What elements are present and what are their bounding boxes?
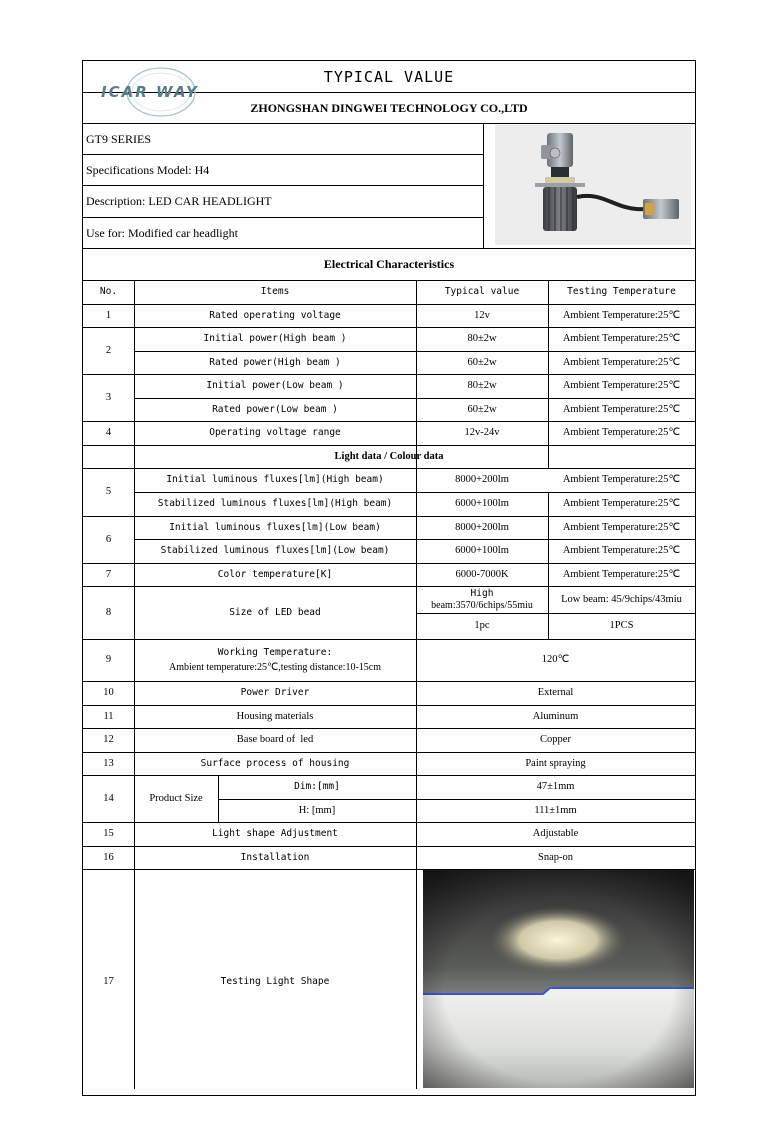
row-item: Initial power(Low beam ) [206, 380, 344, 391]
row-item: Surface process of housing [200, 757, 350, 769]
row-no: 13 [103, 757, 114, 769]
page-title: TYPICAL VALUE [323, 67, 455, 86]
row-value: Copper [540, 734, 571, 745]
row-temp: Ambient Temperature:25℃ [562, 498, 681, 509]
product-photo [495, 125, 691, 245]
row-value: Adjustable [532, 828, 579, 839]
row-no: 5 [105, 486, 112, 497]
row-temp: Ambient Temperature:25℃ [562, 380, 681, 391]
series-label: GT9 SERIES [86, 131, 152, 146]
row-item: Stabilized luminous fluxes[lm](High beam) [157, 498, 393, 509]
row-no: 14 [103, 792, 114, 804]
row-no: 4 [105, 427, 112, 438]
working-temp-condition: Ambient temperature:25℃,testing distance:10-15cm [168, 662, 381, 673]
row-value: Paint spraying [525, 757, 586, 769]
row-temp: Ambient Temperature:25℃ [562, 474, 681, 485]
row-temp: Ambient Temperature:25℃ [562, 545, 681, 556]
col-no: No. [99, 286, 118, 297]
company-name: ZHONGSHAN DINGWEI TECHNOLOGY CO.,LTD [250, 100, 528, 115]
row-value: 6000-7000K [455, 568, 509, 580]
row-value: 8000+200lm [455, 474, 509, 485]
dim-value: 47±1mm [536, 781, 575, 792]
bead-qty-2: 1PCS [609, 620, 634, 631]
row-value: Aluminum [532, 710, 579, 722]
row-value: 12v [474, 309, 490, 321]
row-value: 120℃ [541, 654, 570, 665]
high-beam-value: beam:3570/6chips/55miu [431, 599, 533, 611]
row-item: Light shape Adjustment [212, 828, 338, 839]
working-temp-label: Working Temperature: [217, 647, 333, 658]
row-no: 7 [105, 568, 112, 580]
row-value: 60±2w [467, 356, 497, 368]
row-value: 8000+200lm [455, 521, 509, 533]
row-item: Operating voltage range [209, 427, 341, 438]
row-item: Rated power(Low beam ) [212, 403, 338, 415]
height-label: H: [mm] [298, 804, 336, 816]
logo-text: ICAR WAY [101, 83, 199, 101]
row-item: Installation [240, 851, 310, 863]
row-temp: Ambient Temperature:25℃ [562, 403, 681, 415]
row-temp: Ambient Temperature:25℃ [562, 333, 681, 344]
row-no: 10 [103, 687, 114, 698]
light-shape-photo [423, 870, 694, 1088]
row-no: 3 [105, 391, 112, 403]
section-light: Light data / Colour data [334, 450, 444, 462]
row-value: 80±2w [467, 333, 497, 344]
row-item: Base board of led [236, 734, 314, 745]
row-no: 12 [103, 734, 114, 745]
low-beam-size: Low beam: 45/9chips/43miu [561, 593, 682, 605]
high-beam-size [416, 586, 548, 613]
row-value: 80±2w [467, 380, 497, 391]
row-item: Stabilized luminous fluxes[lm](Low beam) [160, 545, 390, 556]
row-item: Testing Light Shape [220, 976, 330, 987]
row-item: Rated operating voltage [209, 309, 341, 321]
row-item: Color temperature[K] [217, 568, 333, 580]
row-value: Snap-on [538, 851, 573, 863]
row-no: 6 [105, 533, 112, 545]
use-label: Use for: Modified car headlight [86, 225, 238, 240]
row-item: Rated power(High beam ) [209, 356, 341, 368]
working-temp-item [134, 639, 416, 681]
row-no: 2 [105, 344, 112, 356]
row-value: 60±2w [467, 403, 497, 415]
high-beam-label: High [470, 587, 494, 599]
row-item: Initial power(High beam ) [203, 333, 347, 344]
row-value: 12v-24v [464, 427, 500, 438]
row-temp: Ambient Temperature:25℃ [562, 356, 681, 368]
model-label: Specifications Model: H4 [86, 162, 210, 177]
row-value: External [537, 687, 574, 698]
col-items: Items [260, 286, 290, 297]
dim-label: Dim:[mm] [294, 781, 340, 792]
row-no: 17 [103, 976, 114, 987]
row-value: 6000+100lm [455, 545, 509, 556]
height-value: 111±1mm [534, 804, 577, 816]
row-temp: Ambient Temperature:25℃ [562, 568, 681, 580]
description-label: Description: LED CAR HEADLIGHT [86, 194, 272, 208]
product-size-label: Product Size [149, 792, 203, 804]
bead-qty: 1pc [474, 620, 490, 631]
row-no: 1 [105, 309, 112, 321]
col-typical: Typical value [444, 286, 520, 297]
row-temp: Ambient Temperature:25℃ [562, 309, 681, 321]
row-item: Initial luminous fluxes[lm](Low beam) [169, 521, 381, 533]
row-item: Size of LED bead [229, 606, 321, 618]
col-testing: Testing Temperature [567, 286, 676, 297]
row-temp: Ambient Temperature:25℃ [562, 521, 681, 533]
row-item: Power Driver [240, 687, 310, 698]
row-item: Housing materials [236, 710, 314, 722]
row-no: 8 [105, 606, 112, 618]
row-no: 9 [105, 654, 112, 665]
row-temp: Ambient Temperature:25℃ [562, 427, 681, 438]
row-no: 15 [103, 828, 114, 839]
row-no: 16 [103, 851, 114, 863]
row-item: Initial luminous fluxes[lm](High beam) [166, 474, 384, 485]
section-electrical: Electrical Characteristics [323, 257, 455, 271]
spec-sheet [82, 60, 696, 1096]
row-value: 6000+100lm [455, 498, 509, 509]
row-no: 11 [103, 710, 114, 722]
